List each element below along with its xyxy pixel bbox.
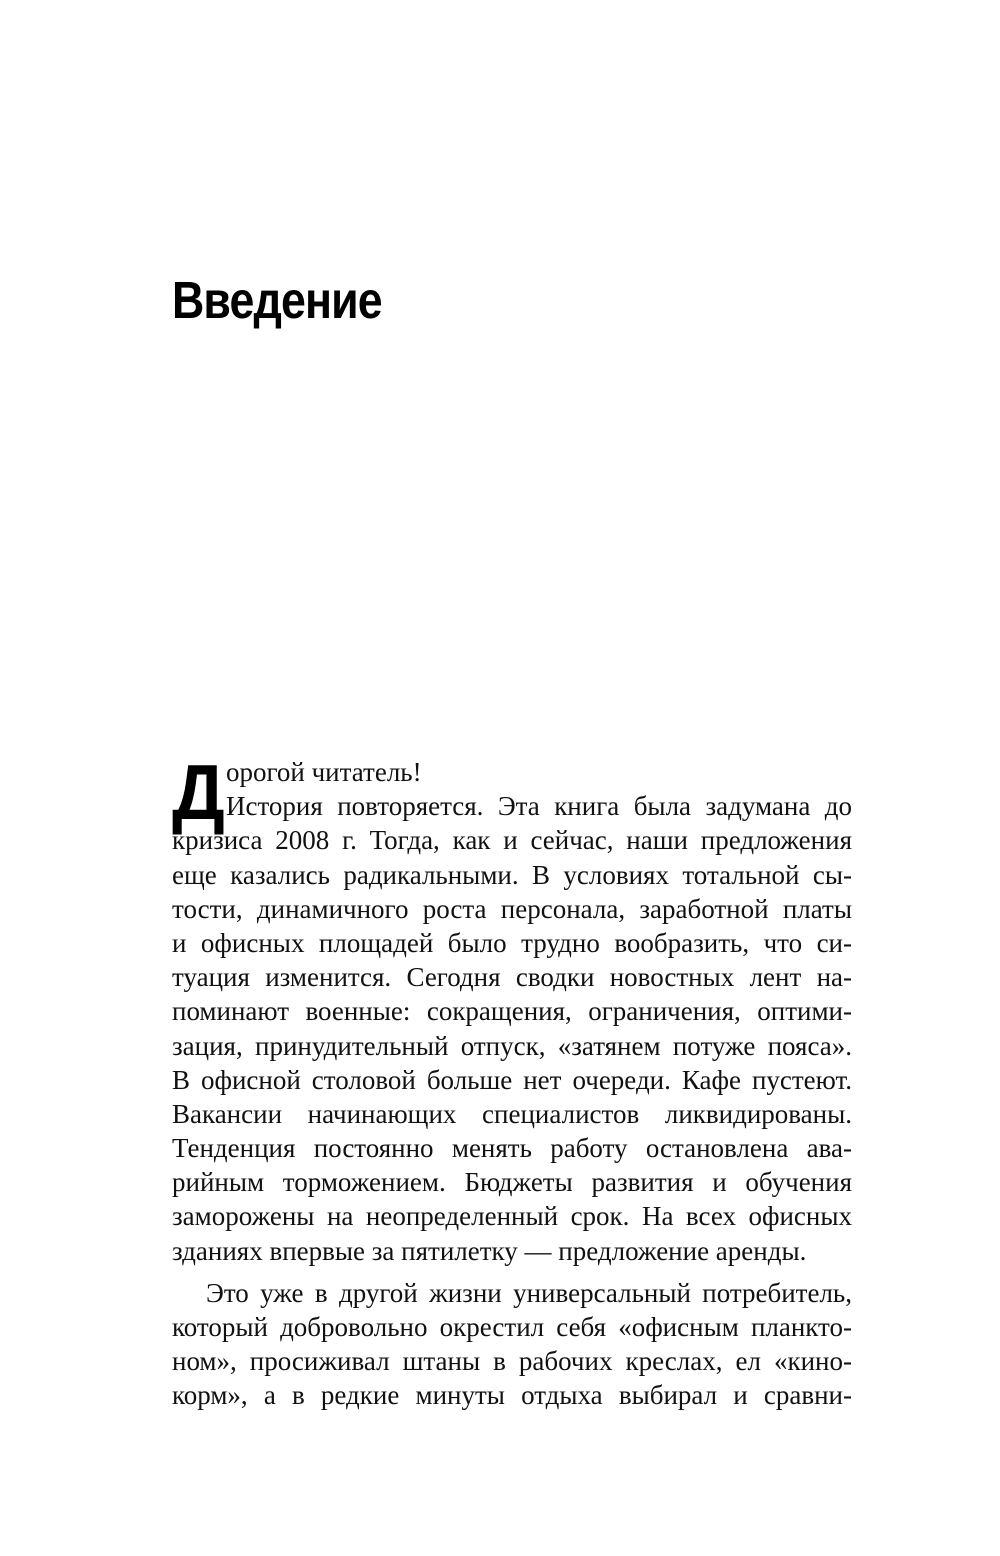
- text-line: туация изменится. Сегодня сводки новостных лент на-: [172, 962, 852, 993]
- body-text: [172, 748, 852, 1413]
- text-line: который добровольно окрестил себя «офисным планкто-: [172, 1312, 852, 1342]
- text-line: еще казались радикальными. В условиях тотальной сы-: [172, 859, 852, 890]
- text-line: корм», а в редкие минуты отдыха выбирал и сравни-: [172, 1380, 852, 1411]
- text-line: и офисных площадей было трудно вообразить, что си-: [172, 927, 852, 958]
- text-line: зация, принудительный отпуск, «затянем потуже пояса».: [172, 1030, 852, 1061]
- text-line: орогой читатель!: [226, 757, 422, 787]
- intro-paragraph: [172, 748, 852, 1268]
- text-line: История повторяется. Эта книга была задумана до: [226, 791, 852, 822]
- text-line: рийным торможением. Бюджеты развития и обучения: [172, 1167, 852, 1198]
- paragraph-gap: [172, 1268, 852, 1276]
- text-line: кризиса 2008 г. Тогда, как и сейчас, наши предложения: [172, 825, 852, 856]
- text-line: поминают военные: сокращения, ограничения, оптими-: [172, 996, 852, 1027]
- second-paragraph: [172, 1276, 852, 1413]
- text-line: Вакансии начинающих специалистов ликвидированы.: [172, 1098, 852, 1129]
- text-line: ном», просиживал штаны в рабочих креслах, ел «кино-: [172, 1346, 852, 1377]
- text-line: тости, динамичного роста персонала, заработной платы: [172, 893, 852, 924]
- text-line: Тенденция постоянно менять работу остановлена ава-: [172, 1133, 852, 1164]
- text-line: зданиях впервые за пятилетку — предложение аренды.: [172, 1235, 807, 1266]
- text-line: заморожены на неопределенный срок. На всех офисных: [172, 1201, 852, 1232]
- drop-cap-letter: Д: [172, 748, 225, 836]
- text-line: В офисной столовой больше нет очереди. Кафе пустеют.: [172, 1064, 852, 1095]
- chapter-title: Введение: [172, 272, 382, 330]
- text-line: Это уже в другой жизни универсальный потребитель,: [206, 1277, 852, 1308]
